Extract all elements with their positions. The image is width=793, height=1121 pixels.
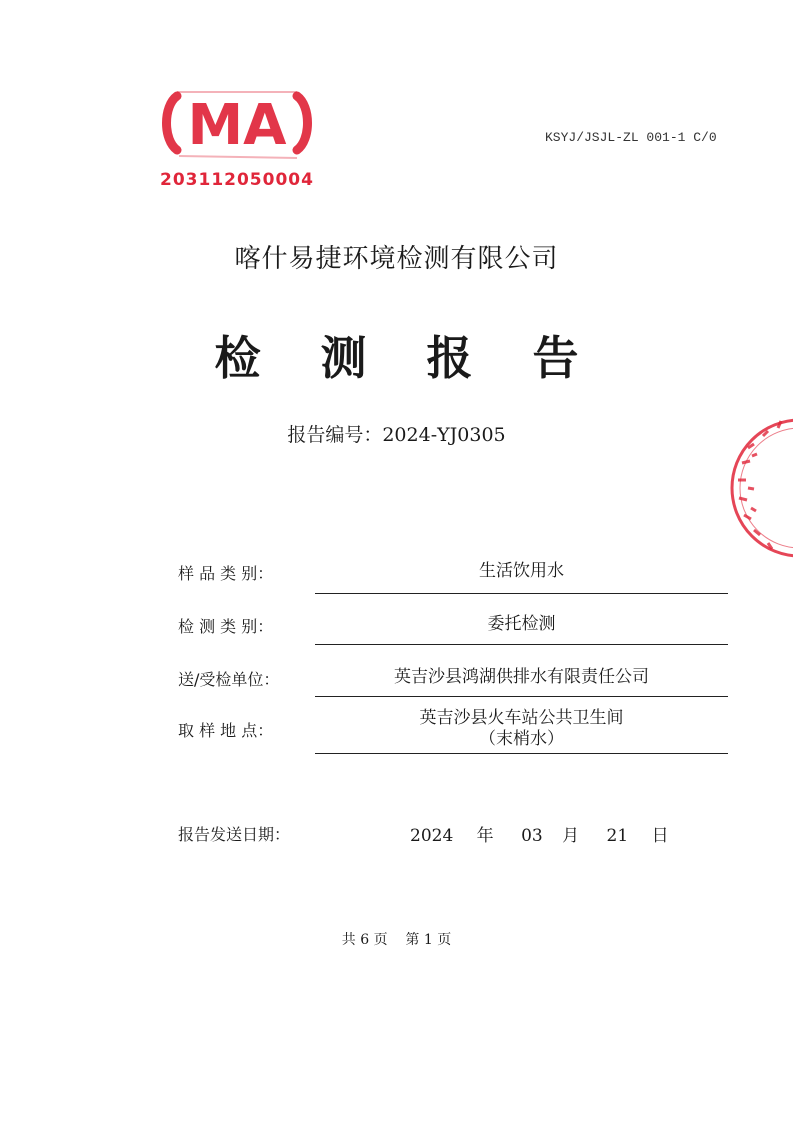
cma-certificate-number: 203112050004 (160, 170, 314, 190)
field-value: 委托检测 (487, 614, 556, 634)
underline (315, 644, 728, 645)
field-label: 取 样 地 点： (178, 721, 274, 740)
field-value-line2: （末梢水） (479, 729, 564, 749)
document-code: KSYJ/JSJL-ZL 001-1 C/0 (545, 130, 717, 145)
issue-year: 2024 (410, 826, 454, 846)
cma-letters: MA (187, 93, 287, 158)
company-seal (718, 408, 793, 568)
company-name: 喀什易捷环境检测有限公司 (234, 244, 559, 274)
field-value: 英吉沙县火车站公共卫生间 (419, 708, 624, 728)
field-value: 生活饮用水 (479, 561, 564, 581)
page-info: 共 6 页 第 1 页 (341, 932, 452, 948)
issue-date (410, 821, 669, 846)
underline (315, 696, 728, 697)
report-number: 报告编号：2024-YJ0305 (287, 424, 506, 446)
issue-day-unit: 日 (651, 826, 669, 846)
field-label: 样 品 类 别： (178, 564, 274, 583)
issue-day: 21 (606, 826, 629, 846)
underline (315, 753, 728, 754)
issue-date-label: 报告发送日期： (178, 825, 291, 844)
report-title: 检 测 报 告 (214, 331, 601, 385)
underline (315, 593, 728, 594)
issue-year-unit: 年 (476, 826, 494, 846)
issue-month-unit: 月 (562, 826, 580, 846)
field-value: 英吉沙县鸿湖供排水有限责任公司 (394, 667, 649, 687)
field-label: 检 测 类 别： (178, 617, 274, 636)
issue-month: 03 (521, 826, 543, 846)
field-label: 送/受检单位： (178, 670, 280, 689)
